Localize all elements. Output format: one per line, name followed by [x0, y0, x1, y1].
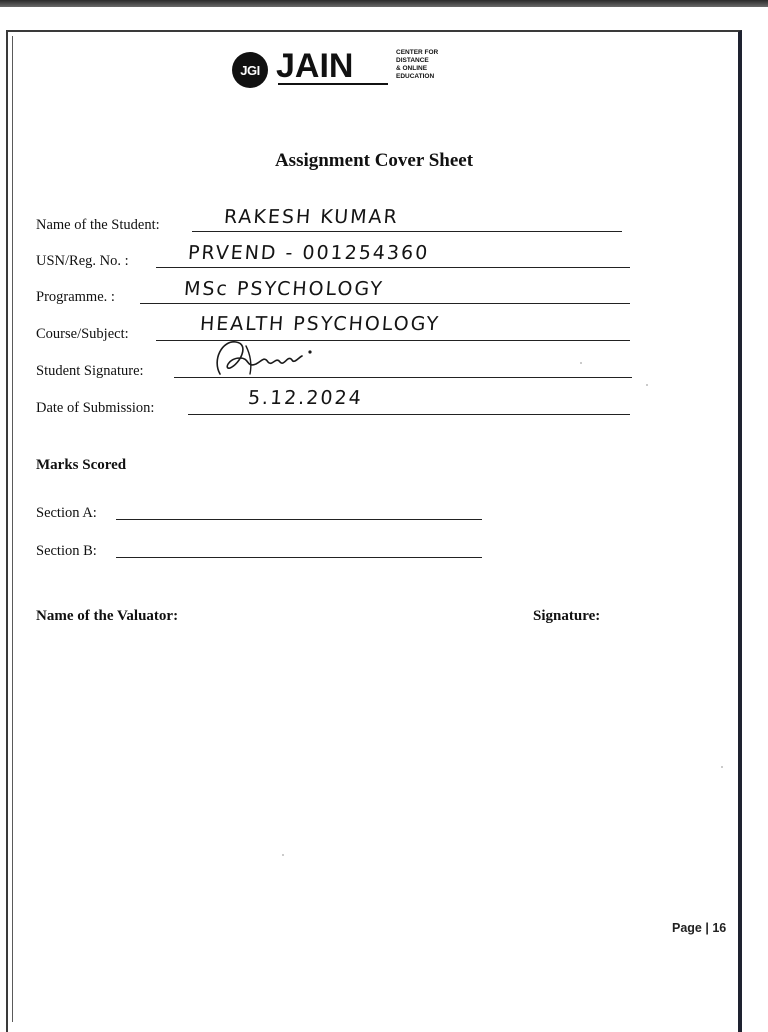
handwritten-value: PRVEND - 001254360: [187, 242, 430, 264]
field-row-usn: [36, 240, 636, 270]
valuator-signature-label: Signature:: [533, 608, 601, 624]
field-label: Student Signature:: [36, 363, 144, 379]
field-row-programme: [36, 276, 636, 306]
handwritten-value: RAKESH KUMAR: [223, 206, 400, 228]
student-signature-scribble: [206, 334, 336, 380]
field-row-course: [36, 313, 636, 343]
fill-line: [192, 231, 622, 232]
fill-line: [156, 267, 630, 268]
photo-top-edge: [0, 0, 768, 7]
logo-underline: [278, 83, 388, 89]
field-label: Section A:: [36, 505, 97, 521]
logo-tagline: CENTER FOR DISTANCE & ONLINE EDUCATION: [396, 49, 439, 80]
jgi-emblem: JGI: [232, 52, 268, 88]
logo-wordmark: JAIN: [276, 47, 354, 85]
field-label: Section B:: [36, 543, 97, 559]
jain-logo: [232, 46, 452, 90]
handwritten-value: MSc PSYCHOLOGY: [183, 278, 385, 300]
field-label: Name of the Student:: [36, 217, 160, 233]
field-row-section-a: [36, 492, 496, 522]
field-row-date: [36, 387, 636, 417]
scan-speck: [580, 362, 582, 364]
page-title: Assignment Cover Sheet: [274, 150, 474, 171]
field-row-signature: [36, 350, 636, 380]
valuator-name-label: Name of the Valuator:: [36, 608, 179, 624]
field-row-section-b: [36, 530, 496, 560]
fill-line: [116, 557, 482, 558]
field-row-student-name: [36, 204, 636, 234]
field-label: Programme. :: [36, 289, 115, 305]
scan-speck: [282, 854, 284, 856]
page-edge-line: [12, 36, 13, 1022]
scan-speck: [721, 766, 723, 768]
fill-line: [116, 519, 482, 520]
field-label: Course/Subject:: [36, 326, 129, 342]
field-label: Date of Submission:: [36, 400, 155, 416]
fill-line: [140, 303, 630, 304]
fill-line: [188, 414, 630, 415]
scan-speck: [646, 384, 648, 386]
handwritten-value: 5.12.2024: [247, 387, 364, 409]
field-label: USN/Reg. No. :: [36, 253, 129, 269]
handwritten-value: HEALTH PSYCHOLOGY: [199, 313, 441, 335]
marks-heading: Marks Scored: [36, 457, 127, 473]
page-number: Page | 16: [672, 921, 727, 935]
